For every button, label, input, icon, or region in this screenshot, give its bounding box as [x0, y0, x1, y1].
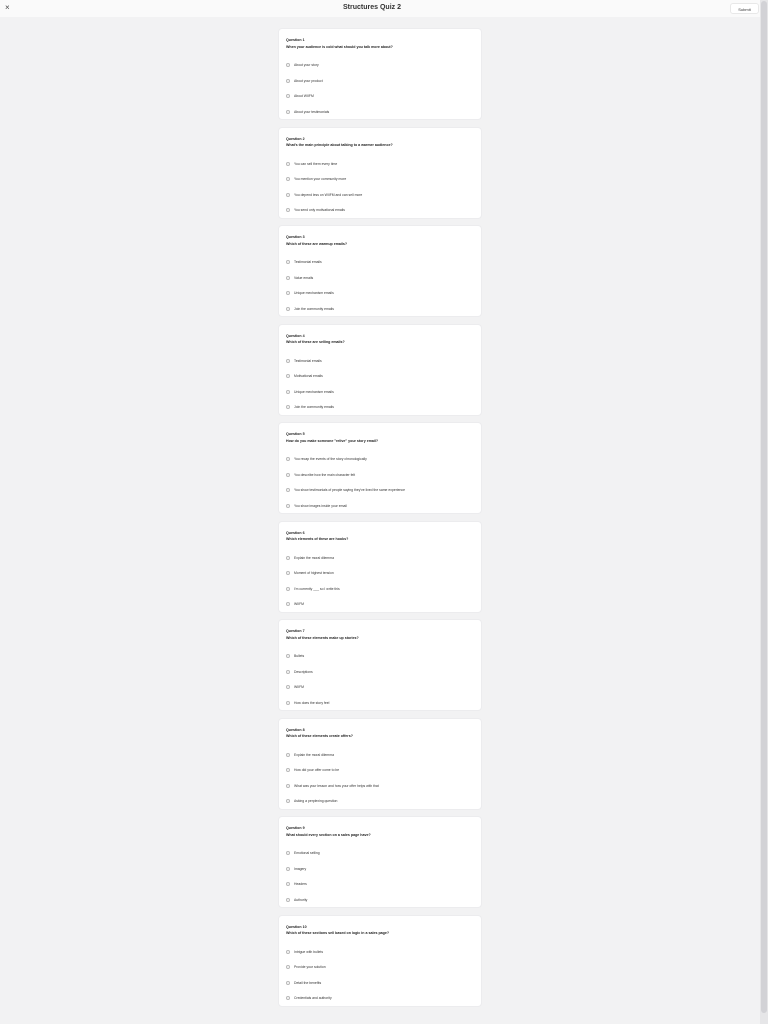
- radio-button[interactable]: [286, 473, 290, 477]
- answer-option[interactable]: [286, 794, 475, 810]
- radio-button[interactable]: [286, 867, 290, 871]
- answer-option-label: You depend less on WIIFM and can sell more: [294, 192, 363, 197]
- question-card: [278, 619, 482, 711]
- question-card: [278, 225, 482, 317]
- answer-option[interactable]: [286, 452, 475, 468]
- answer-options: [286, 550, 475, 612]
- top-bar: [0, 0, 760, 17]
- question-text: What should every section on a sales page have?: [286, 832, 371, 837]
- answer-option-label: Explain the moral dilemma: [294, 752, 334, 757]
- question-text: Which of these are selling emails?: [286, 340, 345, 344]
- radio-button[interactable]: [286, 177, 290, 181]
- radio-button[interactable]: [286, 587, 290, 591]
- scrollbar-thumb[interactable]: [761, 1, 767, 1013]
- answer-option-label: About WIIFM: [294, 94, 314, 99]
- question-card: [278, 816, 482, 908]
- question-card: [278, 28, 482, 120]
- answer-option-label: WIIFM: [294, 685, 304, 690]
- answer-option[interactable]: [286, 991, 475, 1007]
- radio-button[interactable]: [286, 882, 290, 886]
- radio-button[interactable]: [286, 768, 290, 772]
- question-number: Question 7: [286, 629, 305, 633]
- answer-option-label: WIIFM: [294, 602, 304, 607]
- radio-button[interactable]: [286, 359, 290, 363]
- scrollbar[interactable]: [760, 0, 768, 1024]
- answer-option[interactable]: [286, 960, 475, 976]
- answer-options: [286, 452, 475, 514]
- answer-option[interactable]: [286, 270, 475, 286]
- question-number: Question 9: [286, 826, 305, 830]
- question-number: Question 10: [286, 924, 307, 929]
- answer-option[interactable]: [286, 286, 475, 302]
- question-number: Question 4: [286, 333, 305, 338]
- radio-button[interactable]: [286, 556, 290, 560]
- answer-option-label: You show testimonials of people saying they've lived the same experience: [294, 488, 405, 493]
- answer-option-label: About your story: [294, 63, 319, 68]
- answer-option-label: Testimonial emails: [294, 260, 322, 265]
- answer-option-label: You describe how the main character felt: [294, 472, 356, 477]
- answer-options: [286, 156, 475, 218]
- answer-option[interactable]: [286, 975, 475, 991]
- answer-option[interactable]: [286, 747, 475, 763]
- answer-option-label: You show images inside your email: [294, 503, 347, 508]
- radio-button[interactable]: [286, 63, 290, 67]
- answer-option[interactable]: [286, 695, 475, 711]
- answer-option[interactable]: [286, 89, 475, 105]
- answer-options: [286, 747, 475, 809]
- answer-option[interactable]: [286, 203, 475, 219]
- radio-button[interactable]: [286, 276, 290, 280]
- answer-option[interactable]: [286, 649, 475, 665]
- answer-option-label: I'm currently ___ so I write this: [294, 586, 340, 591]
- close-icon[interactable]: ×: [5, 3, 10, 12]
- radio-button[interactable]: [286, 405, 290, 409]
- answer-options: [286, 649, 475, 711]
- radio-button[interactable]: [286, 799, 290, 803]
- quiz-question-list: [278, 28, 482, 1013]
- question-card: [278, 718, 482, 810]
- answer-option[interactable]: [286, 353, 475, 369]
- answer-option-label: Asking a perplexing question: [294, 799, 338, 804]
- answer-option[interactable]: [286, 400, 475, 416]
- answer-option-label: Descriptions: [294, 669, 313, 674]
- radio-button[interactable]: [286, 504, 290, 508]
- radio-button[interactable]: [286, 390, 290, 394]
- radio-button[interactable]: [286, 753, 290, 757]
- answer-option[interactable]: [286, 498, 475, 514]
- answer-option[interactable]: [286, 877, 475, 893]
- question-text: How do you make someone "relive" your story email?: [286, 438, 379, 443]
- radio-button[interactable]: [286, 701, 290, 705]
- answer-option[interactable]: [286, 763, 475, 779]
- answer-option-label: Headers: [294, 882, 307, 887]
- answer-option[interactable]: [286, 566, 475, 582]
- answer-option[interactable]: [286, 581, 475, 597]
- submit-button[interactable]: Submit: [730, 3, 759, 14]
- answer-options: [286, 255, 475, 317]
- question-card: [278, 422, 482, 514]
- answer-option-label: Join the community emails: [294, 405, 334, 410]
- question-text: What's the main principle about talking to a warmer audience?: [286, 143, 393, 147]
- question-text: Which of these are warmup emails?: [286, 241, 348, 246]
- answer-option[interactable]: [286, 73, 475, 89]
- question-text: Which of these elements make up stories?: [286, 635, 359, 640]
- answer-option-label: Credentials and authority: [294, 996, 332, 1001]
- answer-option-label: Explain the moral dilemma: [294, 555, 334, 560]
- answer-option[interactable]: [286, 104, 475, 120]
- answer-option-label: Emotional selling: [294, 851, 320, 856]
- radio-button[interactable]: [286, 110, 290, 114]
- question-card: [278, 127, 482, 219]
- answer-options: [286, 353, 475, 415]
- answer-option-label: Authority: [294, 897, 308, 902]
- radio-button[interactable]: [286, 162, 290, 166]
- question-text: Which elements of these are hooks?: [286, 537, 349, 541]
- answer-option[interactable]: [286, 861, 475, 877]
- question-number: Question 8: [286, 727, 305, 732]
- answer-option-label: Intrigue with bullets: [294, 949, 324, 954]
- answer-option[interactable]: [286, 156, 475, 172]
- radio-button[interactable]: [286, 784, 290, 788]
- radio-button[interactable]: [286, 193, 290, 197]
- answer-option[interactable]: [286, 944, 475, 960]
- answer-option[interactable]: [286, 483, 475, 499]
- radio-button[interactable]: [286, 670, 290, 674]
- answer-option-label: You recap the events of the story chronologically: [294, 457, 367, 462]
- answer-option-label: Provide your solution: [294, 965, 326, 970]
- answer-option[interactable]: [286, 58, 475, 74]
- radio-button[interactable]: [286, 94, 290, 98]
- answer-option-label: About your testimonials: [294, 109, 330, 114]
- radio-button[interactable]: [286, 996, 290, 1000]
- answer-option[interactable]: [286, 597, 475, 613]
- question-number: Question 5: [286, 432, 305, 436]
- radio-button[interactable]: [286, 208, 290, 212]
- answer-option-label: Unique mechanism emails: [294, 291, 334, 296]
- page-title: Structures Quiz 2: [343, 4, 401, 11]
- question-number: Question 2: [286, 136, 305, 141]
- question-card: [278, 521, 482, 613]
- answer-option[interactable]: [286, 680, 475, 696]
- question-number: Question 1: [286, 38, 305, 42]
- radio-button[interactable]: [286, 291, 290, 295]
- answer-options: [286, 58, 475, 120]
- answer-option-label: What was your lesson and how your offer helps with that: [294, 783, 379, 788]
- answer-option[interactable]: [286, 467, 475, 483]
- question-text: Which of these sections sell based on logic in a sales page?: [286, 931, 390, 935]
- answer-option[interactable]: [286, 892, 475, 908]
- answer-option[interactable]: [286, 846, 475, 862]
- radio-button[interactable]: [286, 965, 290, 969]
- answer-option-label: How did your offer come to be: [294, 768, 340, 773]
- radio-button[interactable]: [286, 79, 290, 83]
- question-card: [278, 915, 482, 1007]
- question-number: Question 3: [286, 235, 305, 239]
- answer-option-label: Motivational emails: [294, 374, 323, 379]
- radio-button[interactable]: [286, 898, 290, 902]
- answer-option-label: Unique mechanism emails: [294, 389, 334, 394]
- answer-options: [286, 846, 475, 908]
- answer-option-label: About your product: [294, 78, 323, 83]
- answer-option-label: Detail the benefits: [294, 980, 322, 985]
- answer-option-label: Testimonial emails: [294, 358, 322, 363]
- answer-option[interactable]: [286, 778, 475, 794]
- question-card: [278, 324, 482, 416]
- answer-option-label: Join the community emails: [294, 306, 334, 311]
- answer-option[interactable]: [286, 301, 475, 317]
- radio-button[interactable]: [286, 981, 290, 985]
- question-text: Which of these elements create offers?: [286, 734, 353, 738]
- answer-option[interactable]: [286, 369, 475, 385]
- radio-button[interactable]: [286, 457, 290, 461]
- radio-button[interactable]: [286, 851, 290, 855]
- answer-option[interactable]: [286, 187, 475, 203]
- answer-option[interactable]: [286, 172, 475, 188]
- answer-option-label: How does the story feel: [294, 700, 330, 705]
- answer-options: [286, 944, 475, 1006]
- answer-option[interactable]: [286, 664, 475, 680]
- radio-button[interactable]: [286, 307, 290, 311]
- radio-button[interactable]: [286, 654, 290, 658]
- answer-option-label: Imagery: [294, 866, 307, 871]
- radio-button[interactable]: [286, 685, 290, 689]
- radio-button[interactable]: [286, 571, 290, 575]
- question-number: Question 6: [286, 530, 305, 535]
- answer-option[interactable]: [286, 384, 475, 400]
- radio-button[interactable]: [286, 488, 290, 492]
- radio-button[interactable]: [286, 374, 290, 378]
- answer-option-label: You can sell them every time: [294, 161, 338, 166]
- answer-option[interactable]: [286, 255, 475, 271]
- answer-option[interactable]: [286, 550, 475, 566]
- radio-button[interactable]: [286, 602, 290, 606]
- answer-option-label: You send only motivational emails: [294, 208, 345, 213]
- radio-button[interactable]: [286, 260, 290, 264]
- answer-option-label: Value emails: [294, 275, 314, 280]
- answer-option-label: Bullets: [294, 654, 305, 659]
- radio-button[interactable]: [286, 950, 290, 954]
- answer-option-label: You mention your community more: [294, 177, 347, 182]
- answer-option-label: Moment of highest tension: [294, 571, 334, 576]
- question-text: When your audience is cold what should you talk more about?: [286, 44, 393, 49]
